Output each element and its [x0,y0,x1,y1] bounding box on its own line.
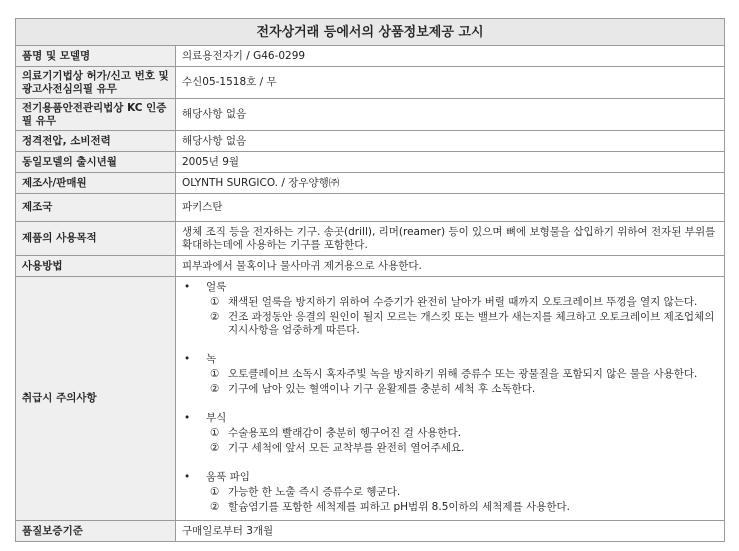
item-number: ② [210,501,220,513]
item-number: ① [210,427,220,439]
row-label: 동일모델의 출시년월 [16,152,176,173]
row-product-name [16,46,725,67]
row-label: 품질보증기준 [16,521,176,542]
row-label: 사용방법 [16,256,176,277]
row-label: 정격전압, 소비전력 [16,131,176,152]
list-item [210,427,718,440]
row-rated-voltage [16,131,725,152]
item-text: 가능한 한 노출 즉시 증류수로 헹군다. [228,486,401,498]
item-text: 건조 과정동안 응결의 원인이 될지 모르는 개스킷 또는 밸브가 새는지를 체크하고 오토크레이브 제조업체의 지시사항을 엄중하게 따른다. [228,311,715,336]
row-handling-precautions [16,277,725,521]
item-number: ② [210,442,220,454]
row-value: 피부과에서 물혹이나 물사마귀 제거용으로 사용한다. [176,256,725,277]
row-country [16,194,725,222]
category-name: 녹 [206,353,217,365]
precaution-category [184,281,718,294]
item-number: ① [210,296,220,308]
precaution-items [210,486,718,514]
list-item [210,383,718,396]
row-value: 생체 조직 등을 전자하는 기구. 송곳(drill), 리머(reamer) 등이 있으며 뼈에 보형물을 삽입하기 위하여 전자된 부위를 확대하는데에 사용하는 기구를 포함한다. [176,222,725,256]
row-release-date [16,152,725,173]
bullet-icon: • [184,412,191,424]
list-item [210,311,718,337]
table-title-row [16,19,725,46]
precaution-category [184,353,718,366]
item-number: ① [210,486,220,498]
list-item [210,296,718,309]
row-value: 2005년 9월 [176,152,725,173]
item-text: 오토클레이브 소독시 혹자주빛 녹을 방지하기 위해 증류수 또는 광물질을 포함되지 않은 물을 사용한다. [228,368,698,380]
precaution-category [184,412,718,425]
item-text: 수술용포의 빨래감이 충분히 헹구어진 걸 사용한다. [228,427,462,439]
row-value: 구매일로부터 3개월 [176,521,725,542]
item-text: 할슘염기를 포함한 세척제를 피하고 pH범위 8.5이하의 세척제를 사용한다. [228,501,570,513]
precaution-items [210,368,718,396]
list-item [210,486,718,499]
item-text: 채색된 얼룩을 방지하기 위하여 수증기가 완전히 날아가 버릴 때까지 오토크레이브 뚜껑을 열지 않는다. [228,296,698,308]
row-value: 의료용전자기 / G46-0299 [176,46,725,67]
table-title: 전자상거래 등에서의 상품정보제공 고시 [16,19,725,46]
precautions-content [176,277,725,521]
row-value: 해당사항 없음 [176,131,725,152]
row-kc-certification [16,99,725,131]
row-value: 수신05-1518호 / 무 [176,67,725,99]
row-manufacturer [16,173,725,194]
row-value: OLYNTH SURGICO. / 장우양행㈜ [176,173,725,194]
row-quality-warranty [16,521,725,542]
precaution-items [210,296,718,337]
row-label: 취급시 주의사항 [16,277,176,521]
item-number: ② [210,383,220,395]
bullet-icon: • [184,281,191,293]
item-number: ① [210,368,220,380]
category-name: 움푹 파임 [206,471,250,483]
row-label: 전기용품안전관리법상 KC 인증 필 유무 [16,99,176,131]
product-info-notice [15,18,725,542]
item-text: 기구 세척에 앞서 모든 교착부를 완전히 열어주세요. [228,442,465,454]
item-number: ② [210,311,220,323]
row-label: 제품의 사용목적 [16,222,176,256]
row-purpose [16,222,725,256]
row-value: 해당사항 없음 [176,99,725,131]
bullet-icon: • [184,471,191,483]
row-label: 의료기기법상 허가/신고 번호 및 광고사전심의필 유무 [16,67,176,99]
list-item [210,368,718,381]
list-item [210,501,718,514]
row-label: 제조사/판매원 [16,173,176,194]
row-value: 파키스탄 [176,194,725,222]
product-info-table [15,18,725,542]
row-label: 제조국 [16,194,176,222]
row-usage [16,256,725,277]
category-name: 부식 [206,412,227,424]
row-label: 품명 및 모델명 [16,46,176,67]
precaution-category [184,471,718,484]
list-item [210,442,718,455]
bullet-icon: • [184,353,191,365]
item-text: 기구에 남아 있는 혈액이나 기구 윤활제를 충분히 세척 후 소독한다. [228,383,536,395]
row-permit-number [16,67,725,99]
category-name: 얼룩 [206,281,227,293]
precaution-items [210,427,718,455]
